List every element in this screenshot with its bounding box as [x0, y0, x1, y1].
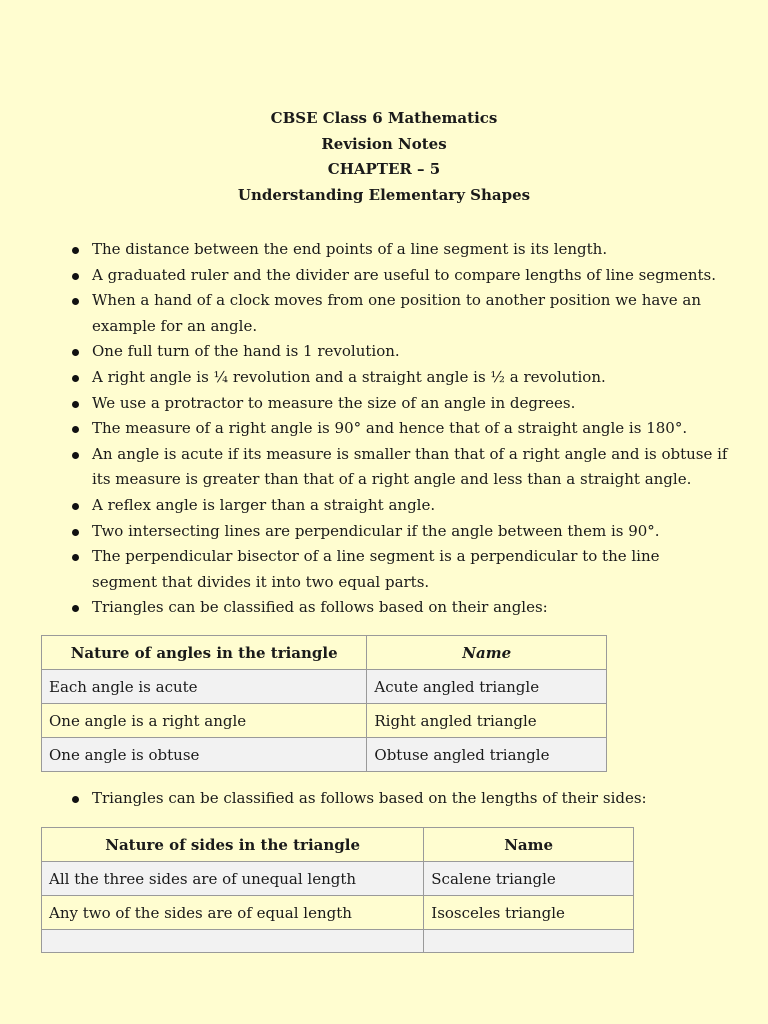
- table-cell: Any two of the sides are of equal length: [42, 896, 424, 930]
- bullet-dot-icon: [72, 452, 79, 459]
- list-item: When a hand of a clock moves from one position to another position we have an example for an angle.: [0, 288, 768, 339]
- bullet-list: [0, 237, 768, 621]
- table-row: [42, 704, 607, 738]
- list-item: We use a protractor to measure the size of an angle in degrees.: [0, 391, 768, 417]
- table-cell: All the three sides are of unequal length: [42, 862, 424, 896]
- list-item: An angle is acute if its measure is smaller than that of a right angle and is obtuse if its measure is greater than that of a right angle and less than a straight angle.: [0, 442, 768, 493]
- list-item: A reflex angle is larger than a straight angle.: [0, 493, 768, 519]
- list-item: Two intersecting lines are perpendicular if the angle between them is 90°.: [0, 519, 768, 545]
- table-header-cell: Nature of sides in the triangle: [42, 828, 424, 862]
- header-line-4: Understanding Elementary Shapes: [237, 185, 531, 204]
- bullet-dot-icon: [72, 401, 79, 408]
- list-item: Triangles can be classified as follows based on the lengths of their sides:: [0, 786, 768, 812]
- bullet-dot-icon: [72, 273, 79, 280]
- table-header-cell: Name: [424, 828, 634, 862]
- table-cell: Right angled triangle: [367, 704, 607, 738]
- list-item: Triangles can be classified as follows based on their angles:: [0, 595, 768, 621]
- table-cell: [42, 930, 424, 953]
- bullet-dot-icon: [72, 247, 79, 254]
- list-item: One full turn of the hand is 1 revolution.: [0, 339, 768, 365]
- table-row: [42, 862, 634, 896]
- table-row: [42, 670, 607, 704]
- table-row: [42, 738, 607, 772]
- table-cell: One angle is obtuse: [42, 738, 367, 772]
- table-cell: Acute angled triangle: [367, 670, 607, 704]
- bullet-dot-icon: [72, 349, 79, 356]
- header-line-3: CHAPTER – 5: [327, 160, 441, 179]
- table-header-cell: Name: [367, 636, 607, 670]
- bullet-dot-icon: [72, 796, 79, 803]
- sides-bullet-list: [0, 786, 768, 812]
- table-row: [42, 930, 634, 953]
- bullet-dot-icon: [72, 605, 79, 612]
- table-cell: Scalene triangle: [424, 862, 634, 896]
- list-item: The measure of a right angle is 90° and hence that of a straight angle is 180°.: [0, 416, 768, 442]
- bullet-dot-icon: [72, 426, 79, 433]
- document-header: [0, 106, 768, 208]
- list-item: A graduated ruler and the divider are useful to compare lengths of line segments.: [0, 263, 768, 289]
- bullet-dot-icon: [72, 503, 79, 510]
- bullet-dot-icon: [72, 298, 79, 305]
- bullet-dot-icon: [72, 529, 79, 536]
- bullet-dot-icon: [72, 554, 79, 561]
- table-cell: Isosceles triangle: [424, 896, 634, 930]
- bullet-dot-icon: [72, 375, 79, 382]
- list-item: A right angle is ¼ revolution and a straight angle is ½ a revolution.: [0, 365, 768, 391]
- list-item: The perpendicular bisector of a line segment is a perpendicular to the line segment that divides it into two equal parts.: [0, 544, 768, 595]
- table-cell: Obtuse angled triangle: [367, 738, 607, 772]
- table-cell: [424, 930, 634, 953]
- list-item: The distance between the end points of a line segment is its length.: [0, 237, 768, 263]
- angles-table: [41, 635, 607, 772]
- header-line-1: CBSE Class 6 Mathematics: [270, 109, 498, 127]
- table-row: [42, 896, 634, 930]
- table-header-row: [42, 636, 607, 670]
- table-cell: Each angle is acute: [42, 670, 367, 704]
- table-header-cell: Nature of angles in the triangle: [42, 636, 367, 670]
- table-header-row: [42, 828, 634, 862]
- table-cell: One angle is a right angle: [42, 704, 367, 738]
- header-line-2: Revision Notes: [321, 134, 447, 153]
- sides-table: [41, 827, 634, 953]
